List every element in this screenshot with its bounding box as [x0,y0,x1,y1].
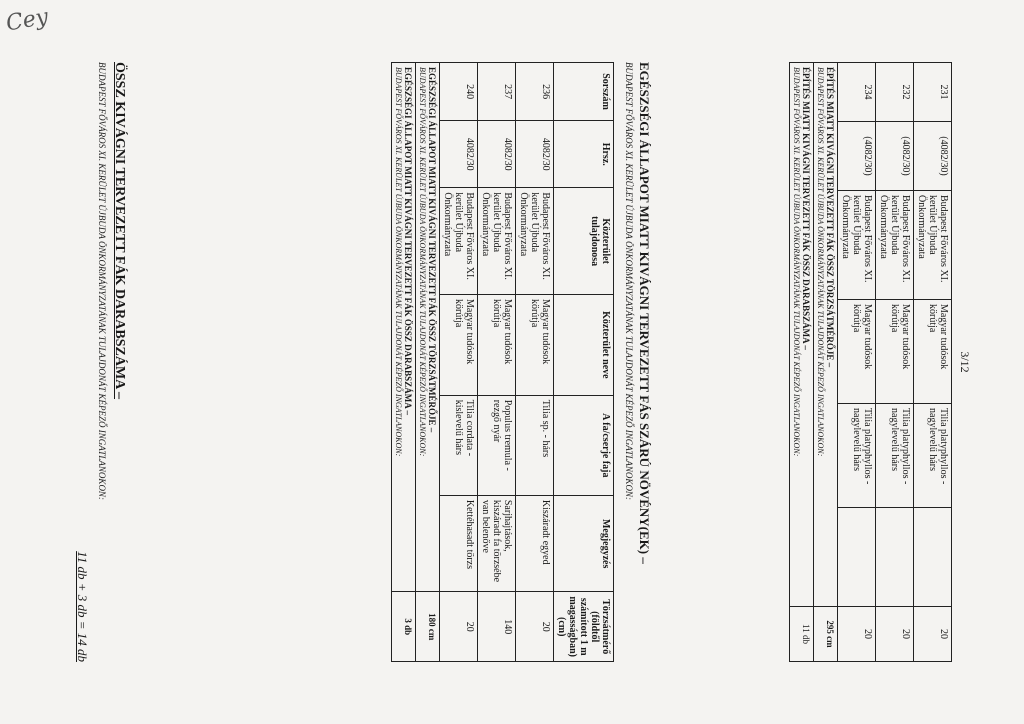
page-number: 3/12 [958,351,972,373]
sum-row-girth [814,63,838,662]
cell-owner: Budapest Főváros XI. kerület Újbuda Önkormányzata [440,188,478,295]
cell-street: Magyar tudósok körútja [516,294,554,395]
cell-no: 237 [478,63,516,121]
margin-handwritten-mark: Cey [4,4,51,37]
cell-note: Sarjhajtások, kiszáradt fa törzsébe van belenőve [478,495,516,592]
sum-row-count [790,63,814,662]
cell-no: 240 [440,63,478,121]
cell-owner: Budapest Főváros XI. kerület Újbuda Önkormányzata [838,191,876,300]
sum-label: ÉPÍTÉS MIATT KIVÁGNI TERVEZETT FÁK ÖSSZ DARABSZÁMA – [801,67,811,350]
cell-girth: 140 [478,592,516,662]
final-subtitle: BUDAPEST FŐVÁROS XI. KERÜLET ÚJBUDA ÖNKORMÁNYZATÁNAK TULAJDONÁT KÉPEZŐ INGATLANOKON: [97,62,107,500]
cell-girth: 20 [516,592,554,662]
cell-species: Tilia platyphyllos - nagylevelű hárs [914,404,952,508]
cell-owner: Budapest Főváros XI. kerület Újbuda Önkormányzata [478,188,516,295]
cell-note [876,508,914,607]
table-row [440,63,478,662]
cell-street: Magyar tudósok körútja [440,294,478,395]
sum-label-cell [392,63,416,592]
col-header: Megjegyzés [554,495,614,592]
cell-girth: 20 [440,592,478,662]
cell-note [914,508,952,607]
cell-street: Magyar tudósok körútja [876,300,914,404]
cell-hrsz: 4082/30 [478,121,516,188]
sum-label-cell [790,63,814,607]
sum-sublabel: BUDAPEST FŐVÁROS XI. KERÜLET ÚJBUDA ÖNKORMÁNYZATÁNAK TULAJDONÁT KÉPEZŐ INGATLANOKON: [394,67,403,457]
rotated-content [42,42,982,682]
cell-hrsz: 4082/30 [516,121,554,188]
section-title: EGÉSZSÉGI ÁLLAPOT MIATT KIVÁGNI TERVEZETT FÁS SZÁRÚ NÖVÉNY(EK) – [637,62,652,564]
cell-species: Populus tremula - rezgő nyár [478,395,516,495]
cell-no: 231 [914,63,952,122]
col-header: Közterület tulajdonosa [554,188,614,295]
cell-street: Magyar tudósok körútja [478,294,516,395]
cell-species: Tilia platyphyllos - nagylevelű hárs [876,404,914,508]
sum-label-cell [814,63,838,607]
health-table-head [554,63,614,662]
cell-girth: 20 [914,607,952,662]
header-row [554,63,614,662]
cell-no: 232 [876,63,914,122]
table-row [838,63,876,662]
cell-street: Magyar tudósok körútja [838,300,876,404]
cell-species: Tilia platyphyllos - nagylevelű hárs [838,404,876,508]
sum-label: EGÉSZSÉGI ÁLLAPOT MIATT KIVÁGNI TERVEZETT FÁK ÖSSZ TÖRZSÁTMÉRŐJE – [427,67,437,433]
sum-label: ÉPÍTÉS MIATT KIVÁGNI TERVEZETT FÁK ÖSSZ TÖRZSÁTMÉRŐJE – [825,67,835,368]
final-total: 11 db + 3 db = 14 db [75,551,90,662]
col-header: Sorszám [554,63,614,121]
cell-hrsz: (4082/30) [838,122,876,191]
cell-girth: 20 [876,607,914,662]
sum-row-girth [416,63,440,662]
cell-hrsz: (4082/30) [876,122,914,191]
cell-owner: Budapest Főváros XI. kerület Újbuda Önkormányzata [876,191,914,300]
sum-label-cell [416,63,440,592]
cell-note: Kettéhasadt törzs [440,495,478,592]
cell-no: 234 [838,63,876,122]
sum-value: 180 cm [416,592,440,662]
sum-value: 295 cm [814,607,838,662]
cell-owner: Budapest Főváros XI. kerület Újbuda Önkormányzata [914,191,952,300]
col-header: A fa/cserje faja [554,395,614,495]
sum-label: EGÉSZSÉGI ÁLLAPOT MIATT KIVÁGNI TERVEZETT FÁK ÖSSZ DARABSZÁMA – [403,67,413,415]
section-subtitle: BUDAPEST FŐVÁROS XI. KERÜLET ÚJBUDA ÖNKORMÁNYZATÁNAK TULAJDONÁT KÉPEZŐ INGATLANOKON: [624,62,634,500]
col-header: Közterület neve [554,294,614,395]
health-table [391,62,614,662]
final-title: ÖSSZ KIVÁGNI TERVEZETT FÁK DARABSZÁMA – [112,62,127,400]
col-header: Hrsz. [554,121,614,188]
cell-species: Tilia sp. - hárs [516,395,554,495]
sum-sublabel: BUDAPEST FŐVÁROS XI. KERÜLET ÚJBUDA ÖNKORMÁNYZATÁNAK TULAJDONÁT KÉPEZŐ INGATLANOKON: [418,67,427,457]
sum-value: 3 db [392,592,416,662]
sum-sublabel: BUDAPEST FŐVÁROS XI. KERÜLET ÚJBUDA ÖNKORMÁNYZATÁNAK TULAJDONÁT KÉPEZŐ INGATLANOKON: [816,67,825,457]
cell-no: 236 [516,63,554,121]
sum-value: 11 db [790,607,814,662]
col-header: Törzsátmérő (földtől számított 1 m magasságban) (cm) [554,592,614,662]
cell-note: Kiszáradt egyed [516,495,554,592]
cell-girth: 20 [838,607,876,662]
cell-street: Magyar tudósok körútja [914,300,952,404]
top-table [789,62,952,662]
cell-hrsz: 4082/30 [440,121,478,188]
cell-species: Tilia cordata - kislevelű hárs [440,395,478,495]
top-table-body [790,63,952,662]
health-table-body [392,63,554,662]
sum-sublabel: BUDAPEST FŐVÁROS XI. KERÜLET ÚJBUDA ÖNKORMÁNYZATÁNAK TULAJDONÁT KÉPEZŐ INGATLANOKON: [792,67,801,457]
table-row [914,63,952,662]
cell-hrsz: (4082/30) [914,122,952,191]
table-row [516,63,554,662]
cell-note [838,508,876,607]
cell-owner: Budapest Főváros XI. kerület Újbuda Önkormányzata [516,188,554,295]
table-row [876,63,914,662]
table-row [478,63,516,662]
sum-row-count [392,63,416,662]
